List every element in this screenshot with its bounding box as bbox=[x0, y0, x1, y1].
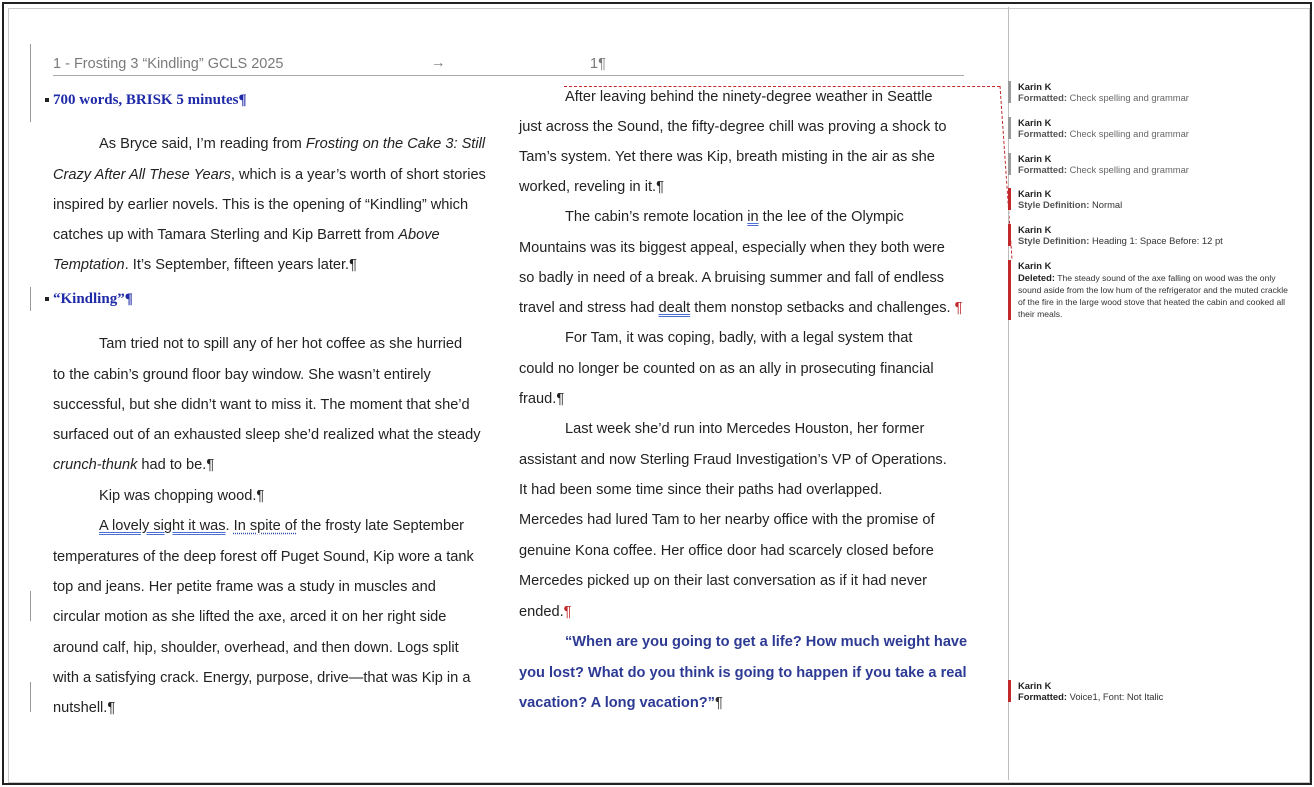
balloon-author: Karin K bbox=[1018, 224, 1052, 235]
paragraph-line: genuine Kona coffee. Her office door had scarcely closed before bbox=[519, 543, 934, 559]
balloon-bar bbox=[1008, 153, 1011, 175]
tab-arrow-mark: → bbox=[431, 55, 446, 71]
paragraph-line: Tam tried not to spill any of her hot coffee as she hurried bbox=[99, 336, 463, 352]
balloon-detail: Check spelling and grammar bbox=[1069, 92, 1189, 103]
balloon-kind: Formatted: bbox=[1018, 164, 1067, 175]
balloon-bar bbox=[1008, 117, 1011, 139]
paragraph-line: just across the Sound, the fifty-degree chill was proving a shock to bbox=[519, 119, 947, 135]
balloon-kind: Formatted: bbox=[1018, 128, 1067, 139]
balloon-author: Karin K bbox=[1018, 188, 1052, 199]
balloon-author: Karin K bbox=[1018, 117, 1052, 128]
change-bar bbox=[30, 682, 31, 712]
paragraph-line: ended.¶ bbox=[519, 604, 572, 620]
heading-700-words: 700 words, BRISK 5 minutes¶ bbox=[53, 92, 247, 108]
pilcrow-mark: ¶ bbox=[563, 604, 572, 620]
header-page-number: 1¶ bbox=[590, 56, 606, 72]
balloon-kind: Formatted: bbox=[1018, 691, 1067, 702]
paragraph-line: nutshell.¶ bbox=[53, 700, 116, 716]
voice-paragraph-line: “When are you going to get a life? How much weight have bbox=[565, 634, 968, 650]
paragraph-line: top and jeans. Her petite frame was a study in muscles and bbox=[53, 579, 436, 595]
voice-paragraph-line: vacation? A long vacation?”¶ bbox=[519, 695, 723, 711]
balloon-bar bbox=[1008, 81, 1011, 103]
paragraph-line: to the cabin’s ground floor bay window. She wasn’t entirely bbox=[53, 367, 431, 383]
paragraph-line: assistant and now Sterling Fraud Investigation’s VP of Operations. bbox=[519, 452, 947, 468]
paragraph-line: around calf, hip, shoulder, overhead, and then down. Logs split bbox=[53, 640, 459, 656]
change-bar bbox=[30, 591, 31, 621]
paragraph-line: temperatures of the deep forest off Puget Sound, Kip wore a tank bbox=[53, 549, 474, 565]
balloon-author: Karin K bbox=[1018, 680, 1052, 691]
paragraph-line: fraud.¶ bbox=[519, 391, 565, 407]
paragraph-line: Temptation. It’s September, fifteen years later.¶ bbox=[53, 257, 357, 273]
change-bar bbox=[30, 287, 31, 311]
balloon-bar bbox=[1008, 224, 1011, 246]
paragraph-line: successful, but she didn’t want to miss it. The moment that she’d bbox=[53, 397, 470, 413]
balloon-author: Karin K bbox=[1018, 260, 1052, 271]
balloon-bar bbox=[1008, 188, 1011, 210]
revision-balloon[interactable] bbox=[1008, 117, 1293, 139]
balloon-kind: Style Definition: bbox=[1018, 199, 1090, 210]
paragraph-line: with a satisfying crack. Energy, purpose, drive—that was Kip in a bbox=[53, 670, 471, 686]
balloon-bar bbox=[1008, 260, 1011, 320]
balloon-detail: Voice1, Font: Not Italic bbox=[1069, 691, 1164, 702]
comment-connector bbox=[564, 86, 1000, 87]
paragraph-line: After leaving behind the ninety-degree weather in Seattle bbox=[565, 89, 933, 105]
balloon-author: Karin K bbox=[1018, 153, 1052, 164]
paragraph-line: Mercedes picked up on their last conversation as if it had never bbox=[519, 573, 928, 589]
revision-balloon[interactable] bbox=[1008, 680, 1293, 702]
paragraph-line: Tam’s system. Yet there was Kip, breath misting in the air as she bbox=[519, 149, 935, 165]
paragraph-line: inspired by earlier novels. This is the opening of “Kindling” which bbox=[53, 197, 469, 213]
balloon-detail: Heading 1: Space Before: 12 pt bbox=[1091, 235, 1223, 246]
balloon-kind: Formatted: bbox=[1018, 92, 1067, 103]
paragraph-line: The cabin’s remote location in the lee of the Olympic bbox=[565, 209, 904, 225]
paragraph-line: worked, reveling in it.¶ bbox=[519, 179, 664, 195]
balloon-kind: Style Definition: bbox=[1018, 235, 1090, 246]
revision-balloon[interactable] bbox=[1008, 260, 1293, 320]
pilcrow-mark: ¶ bbox=[714, 695, 723, 711]
grammar-flag[interactable]: In spite of bbox=[233, 518, 297, 534]
balloon-bar bbox=[1008, 680, 1011, 702]
grammar-flag[interactable]: dealt bbox=[658, 300, 691, 316]
revision-balloon[interactable] bbox=[1008, 153, 1293, 175]
paragraph-line: Mountains was its biggest appeal, especially when they both were bbox=[519, 240, 945, 256]
paragraph-line: surfaced out of an exhausted sleep she’d realized what the steady bbox=[53, 427, 481, 443]
heading-kindling: “Kindling”¶ bbox=[53, 291, 133, 307]
balloon-detail: Check spelling and grammar bbox=[1069, 128, 1189, 139]
paragraph-line: Mercedes had lured Tam to her nearby office with the promise of bbox=[519, 512, 935, 528]
paragraph-line: circular motion as she lifted the axe, arced it on her right side bbox=[53, 609, 447, 625]
header-title: 1 - Frosting 3 “Kindling” GCLS 2025 bbox=[53, 56, 284, 72]
paragraph-line: As Bryce said, I’m reading from Frosting on the Cake 3: Still bbox=[99, 136, 486, 152]
revision-balloon[interactable] bbox=[1008, 224, 1293, 246]
balloon-kind: Deleted: bbox=[1018, 272, 1055, 283]
heading-bullet bbox=[45, 297, 49, 301]
paragraph-line: For Tam, it was coping, badly, with a legal system that bbox=[565, 330, 913, 346]
revision-balloon[interactable] bbox=[1008, 188, 1293, 210]
paragraph-line: could no longer be counted on as an ally in prosecuting financial bbox=[519, 361, 934, 377]
paragraph-line: so badly in need of a break. A bruising summer and fall of endless bbox=[519, 270, 945, 286]
revision-balloon[interactable] bbox=[1008, 81, 1293, 103]
pilcrow-mark: ¶ bbox=[954, 300, 963, 316]
grammar-flag[interactable]: in bbox=[747, 209, 759, 225]
balloon-author: Karin K bbox=[1018, 81, 1052, 92]
balloon-detail: Check spelling and grammar bbox=[1069, 164, 1189, 175]
paragraph-line: catches up with Tamara Sterling and Kip Barrett from Above bbox=[53, 227, 440, 243]
grammar-flag[interactable]: A lovely sight it was bbox=[99, 518, 226, 534]
heading-bullet bbox=[45, 98, 49, 102]
paragraph-line: It had been some time since their paths had overlapped. bbox=[519, 482, 883, 498]
balloon-detail: Normal bbox=[1091, 199, 1123, 210]
page-header[interactable] bbox=[53, 55, 964, 76]
paragraph-line: Kip was chopping wood.¶ bbox=[99, 488, 265, 504]
paragraph-line: crunch-thunk had to be.¶ bbox=[53, 457, 215, 473]
paragraph-line: Last week she’d run into Mercedes Houston, her former bbox=[565, 421, 925, 437]
balloon-detail: The steady sound of the axe falling on wood was the only sound aside from the low hum of the refrigerator and the muted crackle of the fire in the large wood stove that heated the cabin and cooked all their meals. bbox=[1018, 273, 1288, 319]
voice-paragraph-line: you lost? What do you think is going to happen if you take a real bbox=[519, 665, 967, 681]
change-bar bbox=[30, 44, 31, 122]
paragraph-line: Crazy After All These Years, which is a year’s worth of short stories bbox=[53, 167, 486, 183]
paragraph-line: A lovely sight it was. In spite of the frosty late September bbox=[99, 518, 465, 534]
paragraph-line: travel and stress had dealt them nonstop setbacks and challenges. ¶ bbox=[519, 300, 963, 316]
